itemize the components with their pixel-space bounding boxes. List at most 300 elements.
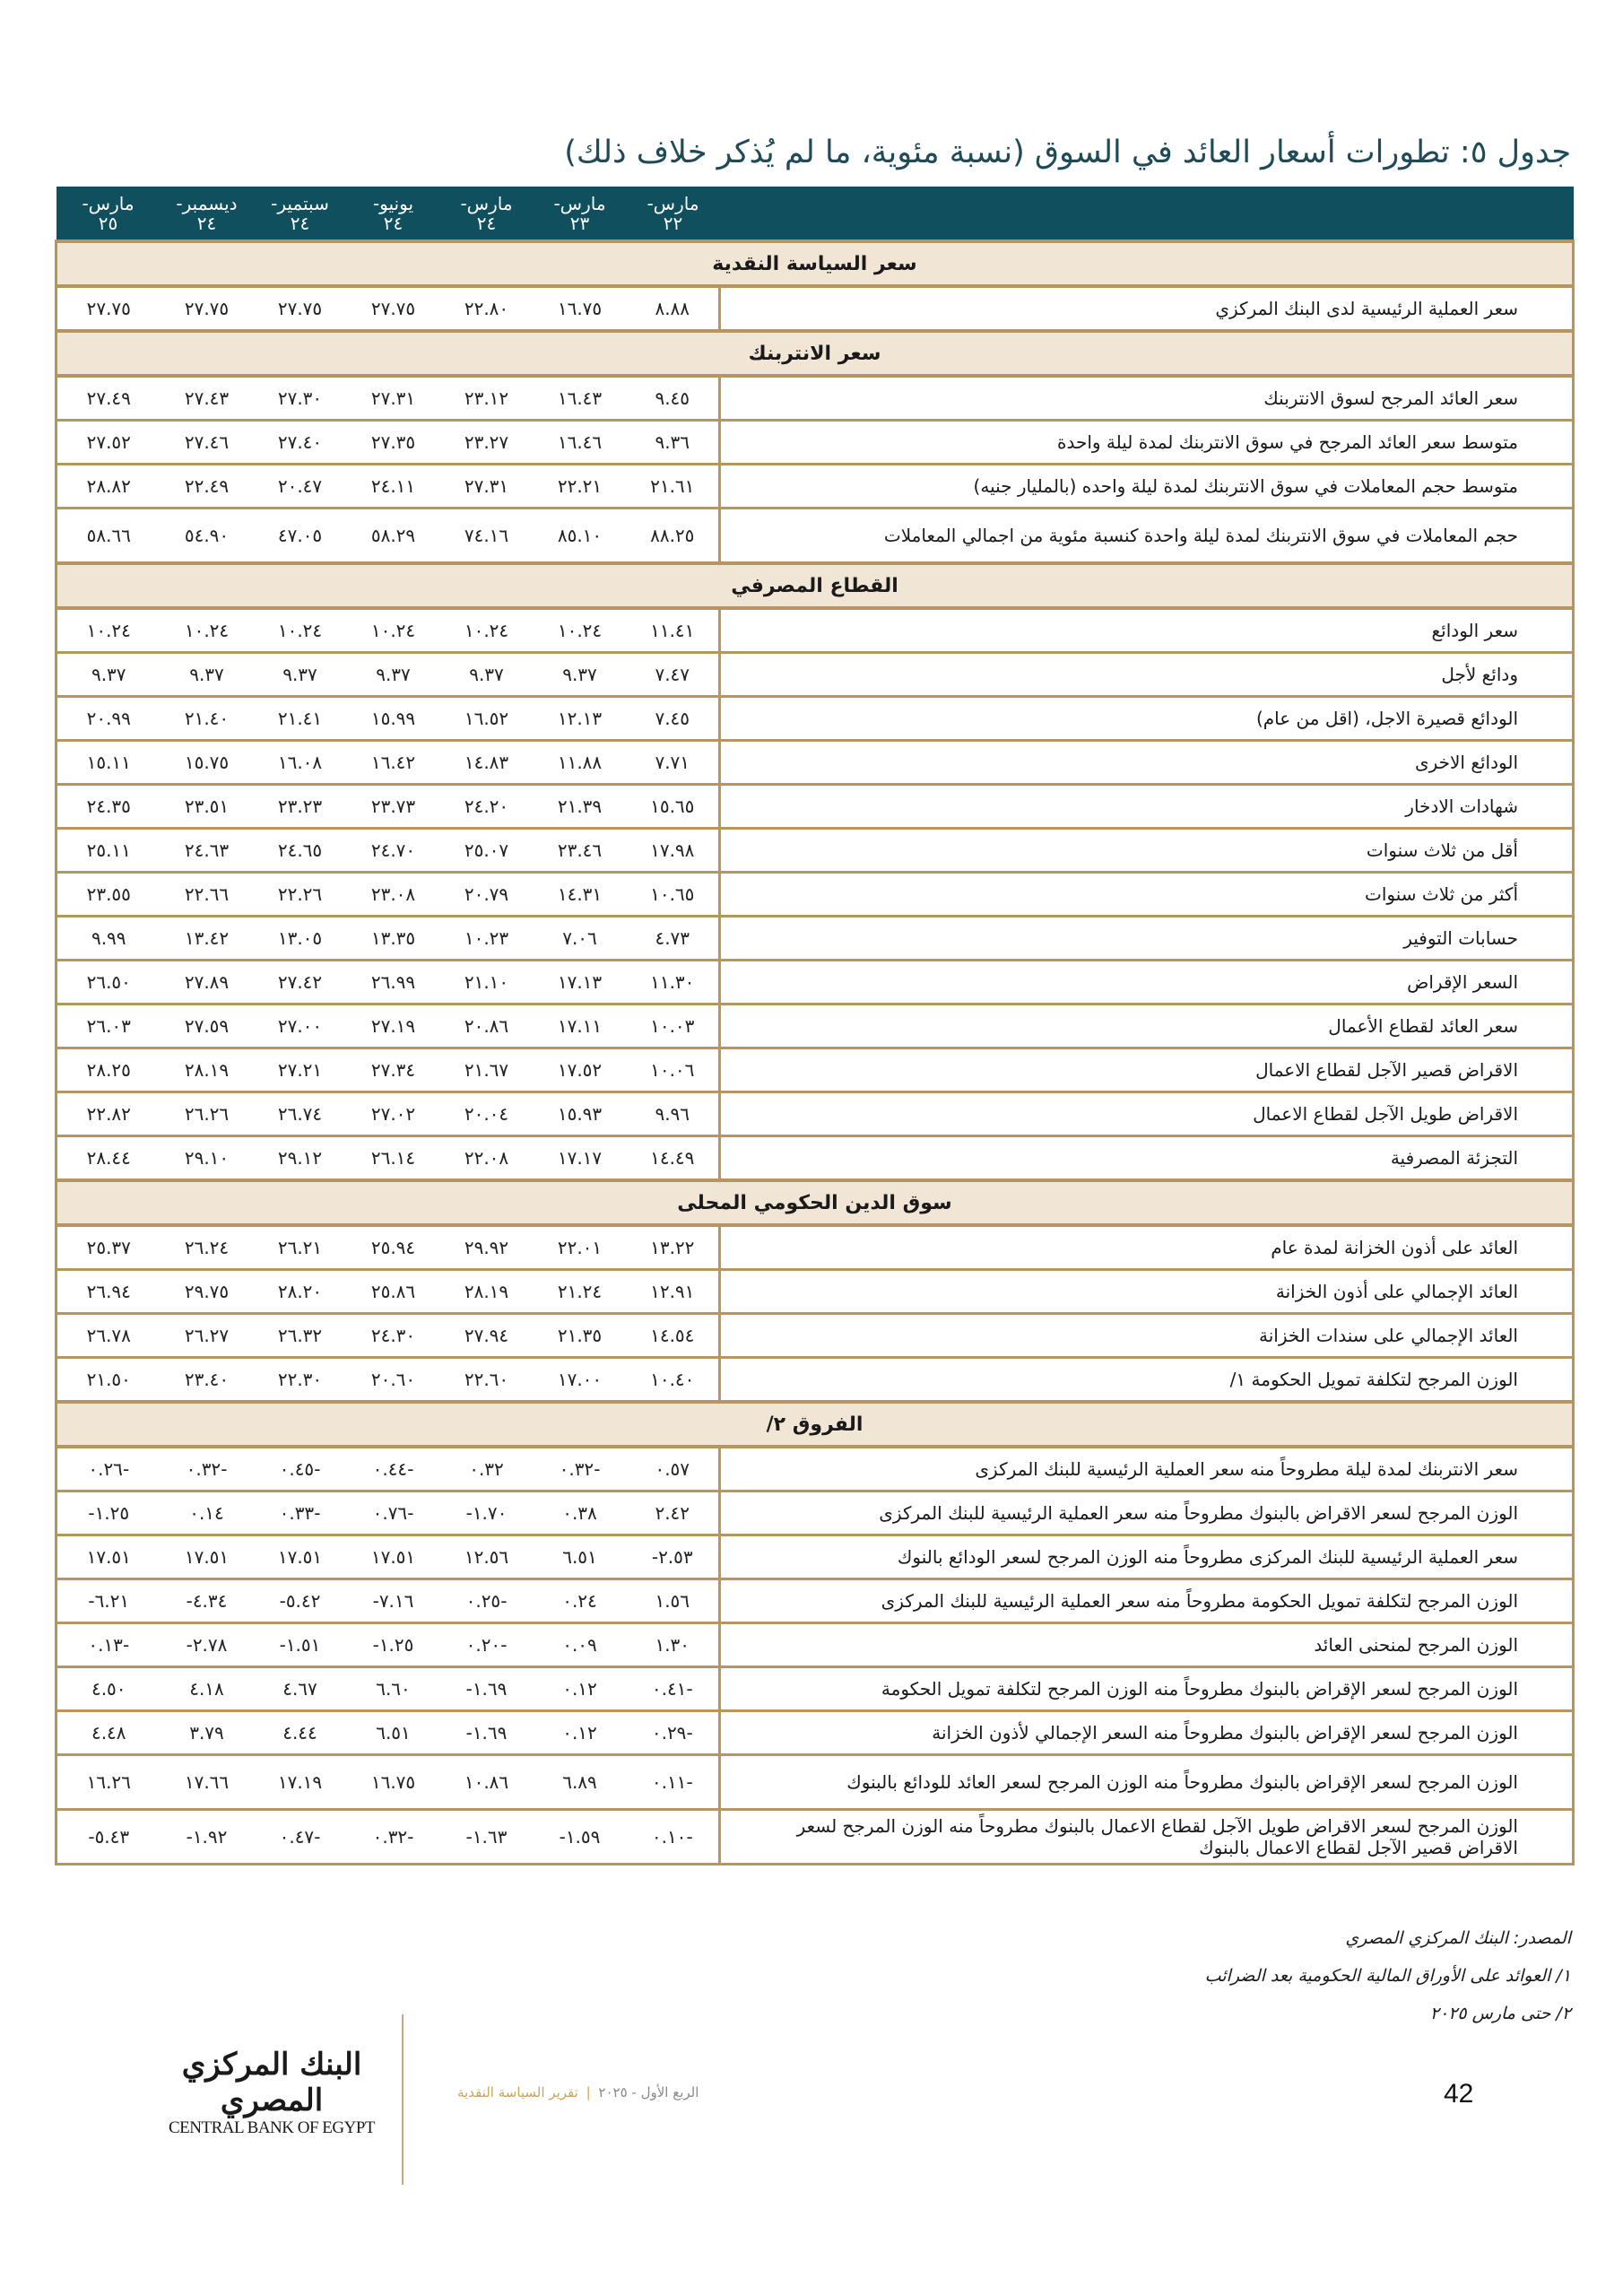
column-header-year: ٢٤ [196, 212, 217, 234]
table-row [56, 286, 1574, 331]
column-header-month: مارس- [82, 192, 135, 214]
row-label: العائد على أذون الخزانة لمدة عام [720, 1225, 1574, 1270]
value-cell: ٢٢.٣٠ [254, 1358, 347, 1403]
footer-report-info [457, 2084, 699, 2100]
value-cell: ١٧.١٣ [534, 961, 627, 1004]
value-cell: ١٥.١١ [56, 741, 161, 785]
value-cell: ٢٤.٦٣ [161, 829, 254, 873]
source-note: المصدر: البنك المركزي المصري [1345, 1928, 1571, 1948]
central-bank-logo [160, 2047, 384, 2138]
header-label-cell [720, 187, 1574, 241]
table-notes [1205, 1919, 1571, 2032]
value-cell: ١٤.٨٣ [440, 741, 534, 785]
table-row [56, 697, 1574, 741]
value-cell: ٢٧.١٩ [347, 1004, 440, 1048]
table-row [56, 608, 1574, 653]
section-header-row [56, 331, 1574, 376]
section-title: الفروق ٢/ [56, 1402, 1574, 1447]
table-row [56, 961, 1574, 1004]
value-cell: ٩.٤٥ [627, 376, 720, 421]
value-cell: ١٠.٢٤ [534, 608, 627, 653]
table-row [56, 376, 1574, 421]
value-cell: -٧.١٦ [347, 1579, 440, 1623]
value-cell: ٢١.٦٧ [440, 1048, 534, 1092]
value-cell: ٢٥.٨٦ [347, 1270, 440, 1314]
value-cell: ٤.٧٣ [627, 917, 720, 961]
value-cell: ٢٦.٥٠ [56, 961, 161, 1004]
row-label: العائد الإجمالي على أذون الخزانة [720, 1270, 1574, 1314]
column-header [161, 187, 254, 241]
value-cell: ١٧.١١ [534, 1004, 627, 1048]
footnote-2: ٢/ حتى مارس ٢٠٢٥ [1429, 2004, 1571, 2023]
value-cell: ٢١.٣٩ [534, 785, 627, 829]
value-cell: ٠.٤١- [627, 1667, 720, 1711]
value-cell: -١.٥١ [254, 1623, 347, 1667]
value-cell: ١٠.٢٤ [161, 608, 254, 653]
value-cell: ١.٥٦ [627, 1579, 720, 1623]
value-cell: ٩.٣٧ [440, 653, 534, 697]
logo-english-text: CENTRAL BANK OF EGYPT [169, 2118, 375, 2137]
value-cell: ٩.٩٦ [627, 1092, 720, 1136]
table-row [56, 1225, 1574, 1270]
value-cell: ٢٧.٩٤ [440, 1314, 534, 1358]
value-cell: ١٥.٩٣ [534, 1092, 627, 1136]
column-header [347, 187, 440, 241]
value-cell: ٠.٣٢- [534, 1447, 627, 1492]
value-cell: ٢٧.٣٥ [347, 421, 440, 465]
value-cell: ١٧.٥١ [56, 1535, 161, 1579]
row-label: سعر العملية الرئيسية لدى البنك المركزي [720, 286, 1574, 331]
value-cell: ٠.١٢ [534, 1667, 627, 1711]
value-cell: ٦.٥١ [534, 1535, 627, 1579]
value-cell: ١٦.٧٥ [534, 286, 627, 331]
value-cell: ١٦.٤٣ [534, 376, 627, 421]
value-cell: ٠.٣٢- [347, 1810, 440, 1865]
value-cell: ٢٧.٣١ [347, 376, 440, 421]
value-cell: ١٣.٢٢ [627, 1225, 720, 1270]
table-row [56, 465, 1574, 509]
value-cell: ٤.٤٤ [254, 1711, 347, 1755]
value-cell: ٠.٤٤- [347, 1447, 440, 1492]
value-cell: ١٧.٥١ [161, 1535, 254, 1579]
table-row [56, 1810, 1574, 1865]
column-header [627, 187, 720, 241]
value-cell: -٤.٣٤ [161, 1579, 254, 1623]
value-cell: ١٦.٤٢ [347, 741, 440, 785]
value-cell: ٠.١٢ [534, 1711, 627, 1755]
row-label: سعر الانتربنك لمدة ليلة مطروحاً منه سعر العملية الرئيسية للبنك المركزى [720, 1447, 1574, 1492]
value-cell: ١٧.٦٦ [161, 1755, 254, 1810]
table-row [56, 1270, 1574, 1314]
value-cell: ٢١.٥٠ [56, 1358, 161, 1403]
value-cell: ٠.٧٦- [347, 1492, 440, 1535]
value-cell: ١٦.٧٥ [347, 1755, 440, 1810]
value-cell: ٢٩.١٢ [254, 1136, 347, 1181]
column-header-month: سبتمير- [271, 192, 329, 214]
value-cell: ٧.٧١ [627, 741, 720, 785]
value-cell: ٢٤.٧٠ [347, 829, 440, 873]
table-row [56, 1358, 1574, 1403]
value-cell: ٠.٣٨ [534, 1492, 627, 1535]
value-cell: ٢٦.٠٣ [56, 1004, 161, 1048]
table-row [56, 1535, 1574, 1579]
value-cell: ٢٧.٣٠ [254, 376, 347, 421]
value-cell: ٢١.١٠ [440, 961, 534, 1004]
row-label: سعر العائد المرجح لسوق الانتربنك [720, 376, 1574, 421]
value-cell: ٠.١٠- [627, 1810, 720, 1865]
value-cell: ٢٧.٧٥ [347, 286, 440, 331]
value-cell: ١٠.٠٦ [627, 1048, 720, 1092]
value-cell: ٢٨.٢٥ [56, 1048, 161, 1092]
row-label: الوزن المرجح لتكلفة تمويل الحكومة مطروحاً منه سعر العملية الرئيسية للبنك المركزى [720, 1579, 1574, 1623]
value-cell: ٢٢.٠١ [534, 1225, 627, 1270]
row-label: أقل من ثلاث سنوات [720, 829, 1574, 873]
footer-separator: | [586, 2084, 591, 2100]
value-cell: ٢١.٢٤ [534, 1270, 627, 1314]
value-cell: ١٧.٥١ [347, 1535, 440, 1579]
row-label: سعر الودائع [720, 608, 1574, 653]
value-cell: ٢١.٤٠ [161, 697, 254, 741]
section-title: سوق الدين الحكومي المحلى [56, 1180, 1574, 1225]
value-cell: ٦.٨٩ [534, 1755, 627, 1810]
value-cell: ١٠.٢٤ [56, 608, 161, 653]
value-cell: ٢٤.٢٠ [440, 785, 534, 829]
value-cell: ٢٧.٥٩ [161, 1004, 254, 1048]
value-cell: ١٠.٢٣ [440, 917, 534, 961]
value-cell: ١٢.٩١ [627, 1270, 720, 1314]
table-row [56, 1755, 1574, 1810]
column-header [534, 187, 627, 241]
section-title: القطاع المصرفي [56, 563, 1574, 608]
value-cell: ٦.٥١ [347, 1711, 440, 1755]
column-header [440, 187, 534, 241]
table-body [56, 241, 1574, 1865]
table-row [56, 873, 1574, 917]
value-cell: ١٤.٣١ [534, 873, 627, 917]
value-cell: ٢٧.٧٥ [254, 286, 347, 331]
section-title: سعر السياسة النقدية [56, 241, 1574, 286]
value-cell: ١٣.٠٥ [254, 917, 347, 961]
value-cell: ٨٥.١٠ [534, 509, 627, 564]
value-cell: ٢٧.٧٥ [161, 286, 254, 331]
value-cell: ٢٣.٢٧ [440, 421, 534, 465]
value-cell: -١.٦٩ [440, 1667, 534, 1711]
value-cell: ٢٢.٦٠ [440, 1358, 534, 1403]
value-cell: -١.٩٢ [161, 1810, 254, 1865]
value-cell: ١٦.٤٦ [534, 421, 627, 465]
value-cell: ٢٢.٢٦ [254, 873, 347, 917]
row-label: متوسط حجم المعاملات في سوق الانتربنك لمدة ليلة واحده (بالمليار جنيه) [720, 465, 1574, 509]
value-cell: ٢٩.١٠ [161, 1136, 254, 1181]
value-cell: ١٠.٨٦ [440, 1755, 534, 1810]
value-cell: -١.٢٥ [56, 1492, 161, 1535]
row-label: الوزن المرجح لسعر الإقراض بالبنوك مطروحاً منه السعر الإجمالي لأذون الخزانة [720, 1711, 1574, 1755]
value-cell: -١.٢٥ [347, 1623, 440, 1667]
value-cell: ٢٢.٨٠ [440, 286, 534, 331]
value-cell: ١٧.٥٢ [534, 1048, 627, 1092]
row-label: حسابات التوفير [720, 917, 1574, 961]
value-cell: ٤.١٨ [161, 1667, 254, 1711]
section-header-row [56, 1402, 1574, 1447]
value-cell: ٠.٢٤ [534, 1579, 627, 1623]
footer-quarter: الربع الأول - ٢٠٢٥ [598, 2084, 699, 2100]
value-cell: ٠.١١- [627, 1755, 720, 1810]
column-header-year: ٢٢ [663, 212, 683, 234]
row-label: الاقراض قصير الآجل لقطاع الاعمال [720, 1048, 1574, 1092]
row-label: الوزن المرجح لمنحنى العائد [720, 1623, 1574, 1667]
row-label: متوسط سعر العائد المرجح في سوق الانتربنك لمدة ليلة واحدة [720, 421, 1574, 465]
value-cell: ٣.٧٩ [161, 1711, 254, 1755]
column-header-month: مارس- [553, 192, 606, 214]
table-row [56, 509, 1574, 564]
column-header [254, 187, 347, 241]
value-cell: ١٠.٢٤ [254, 608, 347, 653]
value-cell: -٦.٢١ [56, 1579, 161, 1623]
value-cell: ٩.٣٧ [56, 653, 161, 697]
row-label: ودائع لأجل [720, 653, 1574, 697]
value-cell: ٢٧.٣٤ [347, 1048, 440, 1092]
value-cell: ١٥.٩٩ [347, 697, 440, 741]
value-cell: ٢٧.٤٦ [161, 421, 254, 465]
value-cell: ٧٤.١٦ [440, 509, 534, 564]
value-cell: ٥٨.٦٦ [56, 509, 161, 564]
value-cell: ١٤.٤٩ [627, 1136, 720, 1181]
value-cell: ٠.٥٧ [627, 1447, 720, 1492]
value-cell: -١.٥٩ [534, 1810, 627, 1865]
value-cell: ٢٩.٩٢ [440, 1225, 534, 1270]
logo-arabic-text: البنك المركزي المصري [181, 2047, 362, 2118]
value-cell: ٠.٤٥- [254, 1447, 347, 1492]
value-cell: ٢٤.٣٠ [347, 1314, 440, 1358]
table-row [56, 1048, 1574, 1092]
value-cell: -١.٦٩ [440, 1711, 534, 1755]
column-header-year: ٢٥ [98, 212, 118, 234]
table-row [56, 1667, 1574, 1711]
value-cell: ١٠.٦٥ [627, 873, 720, 917]
value-cell: ٠.٢٠- [440, 1623, 534, 1667]
value-cell: ٤.٥٠ [56, 1667, 161, 1711]
row-label: شهادات الادخار [720, 785, 1574, 829]
value-cell: ٢٠.٨٦ [440, 1004, 534, 1048]
value-cell: ١٧.٥١ [254, 1535, 347, 1579]
value-cell: ١٠.٢٤ [347, 608, 440, 653]
value-cell: ٩.٣٧ [254, 653, 347, 697]
value-cell: ٠.٢٩- [627, 1711, 720, 1755]
value-cell: ٨٨.٢٥ [627, 509, 720, 564]
value-cell: ٢٦.٧٨ [56, 1314, 161, 1358]
value-cell: ٢٧.٥٢ [56, 421, 161, 465]
table-row [56, 653, 1574, 697]
value-cell: ٢٥.٩٤ [347, 1225, 440, 1270]
value-cell: ٢٧.٠٠ [254, 1004, 347, 1048]
row-label: الوزن المرجح لسعر الاقراض بالبنوك مطروحاً منه سعر العملية الرئيسية للبنك المركزى [720, 1492, 1574, 1535]
footnote-1: ١/ العوائد على الأوراق المالية الحكومية بعد الضرائب [1204, 1966, 1571, 1986]
value-cell: -٥.٤٢ [254, 1579, 347, 1623]
value-cell: ٢٧.٨٩ [161, 961, 254, 1004]
row-label: الودائع قصيرة الاجل، (اقل من عام) [720, 697, 1574, 741]
value-cell: ٧.٤٥ [627, 697, 720, 741]
value-cell: ٩.٩٩ [56, 917, 161, 961]
value-cell: ٢٦.٢٤ [161, 1225, 254, 1270]
value-cell: -٥.٤٣ [56, 1810, 161, 1865]
row-label: التجزئة المصرفية [720, 1136, 1574, 1181]
value-cell: ٢٠.٧٩ [440, 873, 534, 917]
value-cell: ٢٠.٠٤ [440, 1092, 534, 1136]
value-cell: ٢٦.٣٢ [254, 1314, 347, 1358]
value-cell: ١٧.١٩ [254, 1755, 347, 1810]
column-header-year: ٢٤ [383, 212, 404, 234]
value-cell: ٢٧.٠٢ [347, 1092, 440, 1136]
value-cell: ٢٦.٢٧ [161, 1314, 254, 1358]
value-cell: ٢٢.٢١ [534, 465, 627, 509]
value-cell: ٢٤.٦٥ [254, 829, 347, 873]
value-cell: ١٥.٧٥ [161, 741, 254, 785]
value-cell: ٢٦.٢١ [254, 1225, 347, 1270]
value-cell: ١٢.٥٦ [440, 1535, 534, 1579]
value-cell: ٨.٨٨ [627, 286, 720, 331]
value-cell: ٠.٠٩ [534, 1623, 627, 1667]
table-row [56, 1447, 1574, 1492]
column-header-month: ديسمبر- [176, 192, 238, 214]
value-cell: ٢٦.٢٦ [161, 1092, 254, 1136]
value-cell: ٢٩.٧٥ [161, 1270, 254, 1314]
table-row [56, 421, 1574, 465]
value-cell: ٢٣.٤٦ [534, 829, 627, 873]
value-cell: ٢٣.١٢ [440, 376, 534, 421]
row-label: السعر الإقراض [720, 961, 1574, 1004]
value-cell: ٠.٢٥- [440, 1579, 534, 1623]
value-cell: ٩.٣٦ [627, 421, 720, 465]
value-cell: ٢٨.١٩ [440, 1270, 534, 1314]
value-cell: ٢٧.٤٠ [254, 421, 347, 465]
value-cell: ١٧.٩٨ [627, 829, 720, 873]
value-cell: ٠.٣٢- [161, 1447, 254, 1492]
value-cell: ٢٣.٢٣ [254, 785, 347, 829]
table-row [56, 1314, 1574, 1358]
value-cell: ٢٨.١٩ [161, 1048, 254, 1092]
value-cell: ٢٦.٩٩ [347, 961, 440, 1004]
value-cell: ٩.٣٧ [534, 653, 627, 697]
value-cell: ٢٧.٤٢ [254, 961, 347, 1004]
value-cell: ٢٦.٧٤ [254, 1092, 347, 1136]
value-cell: -١.٧٠ [440, 1492, 534, 1535]
row-label: أكثر من ثلاث سنوات [720, 873, 1574, 917]
value-cell: ٠.١٣- [56, 1623, 161, 1667]
value-cell: ٢٥.٠٧ [440, 829, 534, 873]
value-cell: ٤.٦٧ [254, 1667, 347, 1711]
row-label: الوزن المرجح لسعر الإقراض بالبنوك مطروحاً منه الوزن المرجح لتكلفة تمويل الحكومة [720, 1667, 1574, 1711]
footer-report-title: تقرير السياسة النقدية [457, 2084, 578, 2100]
value-cell: ٠.٣٢ [440, 1447, 534, 1492]
value-cell: ٠.٣٣- [254, 1492, 347, 1535]
value-cell: -٢.٧٨ [161, 1623, 254, 1667]
value-cell: ٢٢.٠٨ [440, 1136, 534, 1181]
value-cell: ١٣.٤٢ [161, 917, 254, 961]
value-cell: ٢٢.٤٩ [161, 465, 254, 509]
column-header-month: يونيو- [372, 192, 414, 214]
value-cell: ٢١.٣٥ [534, 1314, 627, 1358]
row-label: حجم المعاملات في سوق الانتربنك لمدة ليلة واحدة كنسبة مئوية من اجمالي المعاملات [720, 509, 1574, 564]
value-cell: ٢٦.٩٤ [56, 1270, 161, 1314]
row-label: الوزن المرجح لتكلفة تمويل الحكومة ١/ [720, 1358, 1574, 1403]
value-cell: ٢١.٤١ [254, 697, 347, 741]
value-cell: ١٠.٠٣ [627, 1004, 720, 1048]
section-header-row [56, 1180, 1574, 1225]
value-cell: ٢١.٦١ [627, 465, 720, 509]
table-row [56, 829, 1574, 873]
row-label: الودائع الاخرى [720, 741, 1574, 785]
value-cell: ٢٣.٤٠ [161, 1358, 254, 1403]
value-cell: ٢.٤٢ [627, 1492, 720, 1535]
table-title: جدول ٥: تطورات أسعار العائد في السوق (نسبة مئوية، ما لم يُذكر خلاف ذلك) [564, 135, 1571, 170]
value-cell: ١٠.٤٠ [627, 1358, 720, 1403]
value-cell: ٢٧.٧٥ [56, 286, 161, 331]
table-row [56, 1579, 1574, 1623]
value-cell: ٢٤.٣٥ [56, 785, 161, 829]
value-cell: ٤.٤٨ [56, 1711, 161, 1755]
table-row [56, 917, 1574, 961]
value-cell: ٥٨.٢٩ [347, 509, 440, 564]
section-title: سعر الانتربنك [56, 331, 1574, 376]
value-cell: ٤٧.٠٥ [254, 509, 347, 564]
column-header-month: مارس- [647, 192, 699, 214]
value-cell: ١٧.١٧ [534, 1136, 627, 1181]
value-cell: ٢٠.٤٧ [254, 465, 347, 509]
row-label: الاقراض طويل الآجل لقطاع الاعمال [720, 1092, 1574, 1136]
value-cell: ٧.٠٦ [534, 917, 627, 961]
value-cell: ١١.٤١ [627, 608, 720, 653]
value-cell: -١.٦٣ [440, 1810, 534, 1865]
value-cell: ٢٧.٢١ [254, 1048, 347, 1092]
value-cell: ٧.٤٧ [627, 653, 720, 697]
table-row [56, 1711, 1574, 1755]
table-row [56, 741, 1574, 785]
column-header-year: ٢٣ [569, 212, 590, 234]
value-cell: ٢٨.٤٤ [56, 1136, 161, 1181]
value-cell: ٢٧.٣١ [440, 465, 534, 509]
value-cell: ٢٧.٤٩ [56, 376, 161, 421]
footer-divider [402, 2014, 404, 2185]
value-cell: ٥٤.٩٠ [161, 509, 254, 564]
value-cell: ٢٢.٨٢ [56, 1092, 161, 1136]
column-header-month: مارس- [460, 192, 513, 214]
value-cell: ١٣.٣٥ [347, 917, 440, 961]
value-cell: ٢٣.٥١ [161, 785, 254, 829]
value-cell: ٠.١٤ [161, 1492, 254, 1535]
value-cell: ٢٠.٩٩ [56, 697, 161, 741]
row-label: سعر العائد لقطاع الأعمال [720, 1004, 1574, 1048]
value-cell: ١١.٣٠ [627, 961, 720, 1004]
value-cell: ١٦.٥٢ [440, 697, 534, 741]
value-cell: ١٦.٢٦ [56, 1755, 161, 1810]
page-number: 42 [1444, 2079, 1474, 2109]
row-label: الوزن المرجح لسعر الإقراض بالبنوك مطروحاً منه الوزن المرجح لسعر العائد للودائع بالبنوك [720, 1755, 1574, 1810]
market-rates-table [55, 187, 1575, 1866]
value-cell: ١١.٨٨ [534, 741, 627, 785]
value-cell: ٢٨.٢٠ [254, 1270, 347, 1314]
column-header [56, 187, 161, 241]
table-row [56, 785, 1574, 829]
table-row [56, 1092, 1574, 1136]
table-row [56, 1136, 1574, 1181]
value-cell: ٢٣.٥٥ [56, 873, 161, 917]
row-label: سعر العملية الرئيسية للبنك المركزى مطروحاً منه الوزن المرجح لسعر الودائع بالنوك [720, 1535, 1574, 1579]
value-cell: ١٥.٦٥ [627, 785, 720, 829]
value-cell: ٦.٦٠ [347, 1667, 440, 1711]
value-cell: ١٢.١٣ [534, 697, 627, 741]
section-header-row [56, 241, 1574, 286]
column-header-year: ٢٤ [476, 212, 497, 234]
